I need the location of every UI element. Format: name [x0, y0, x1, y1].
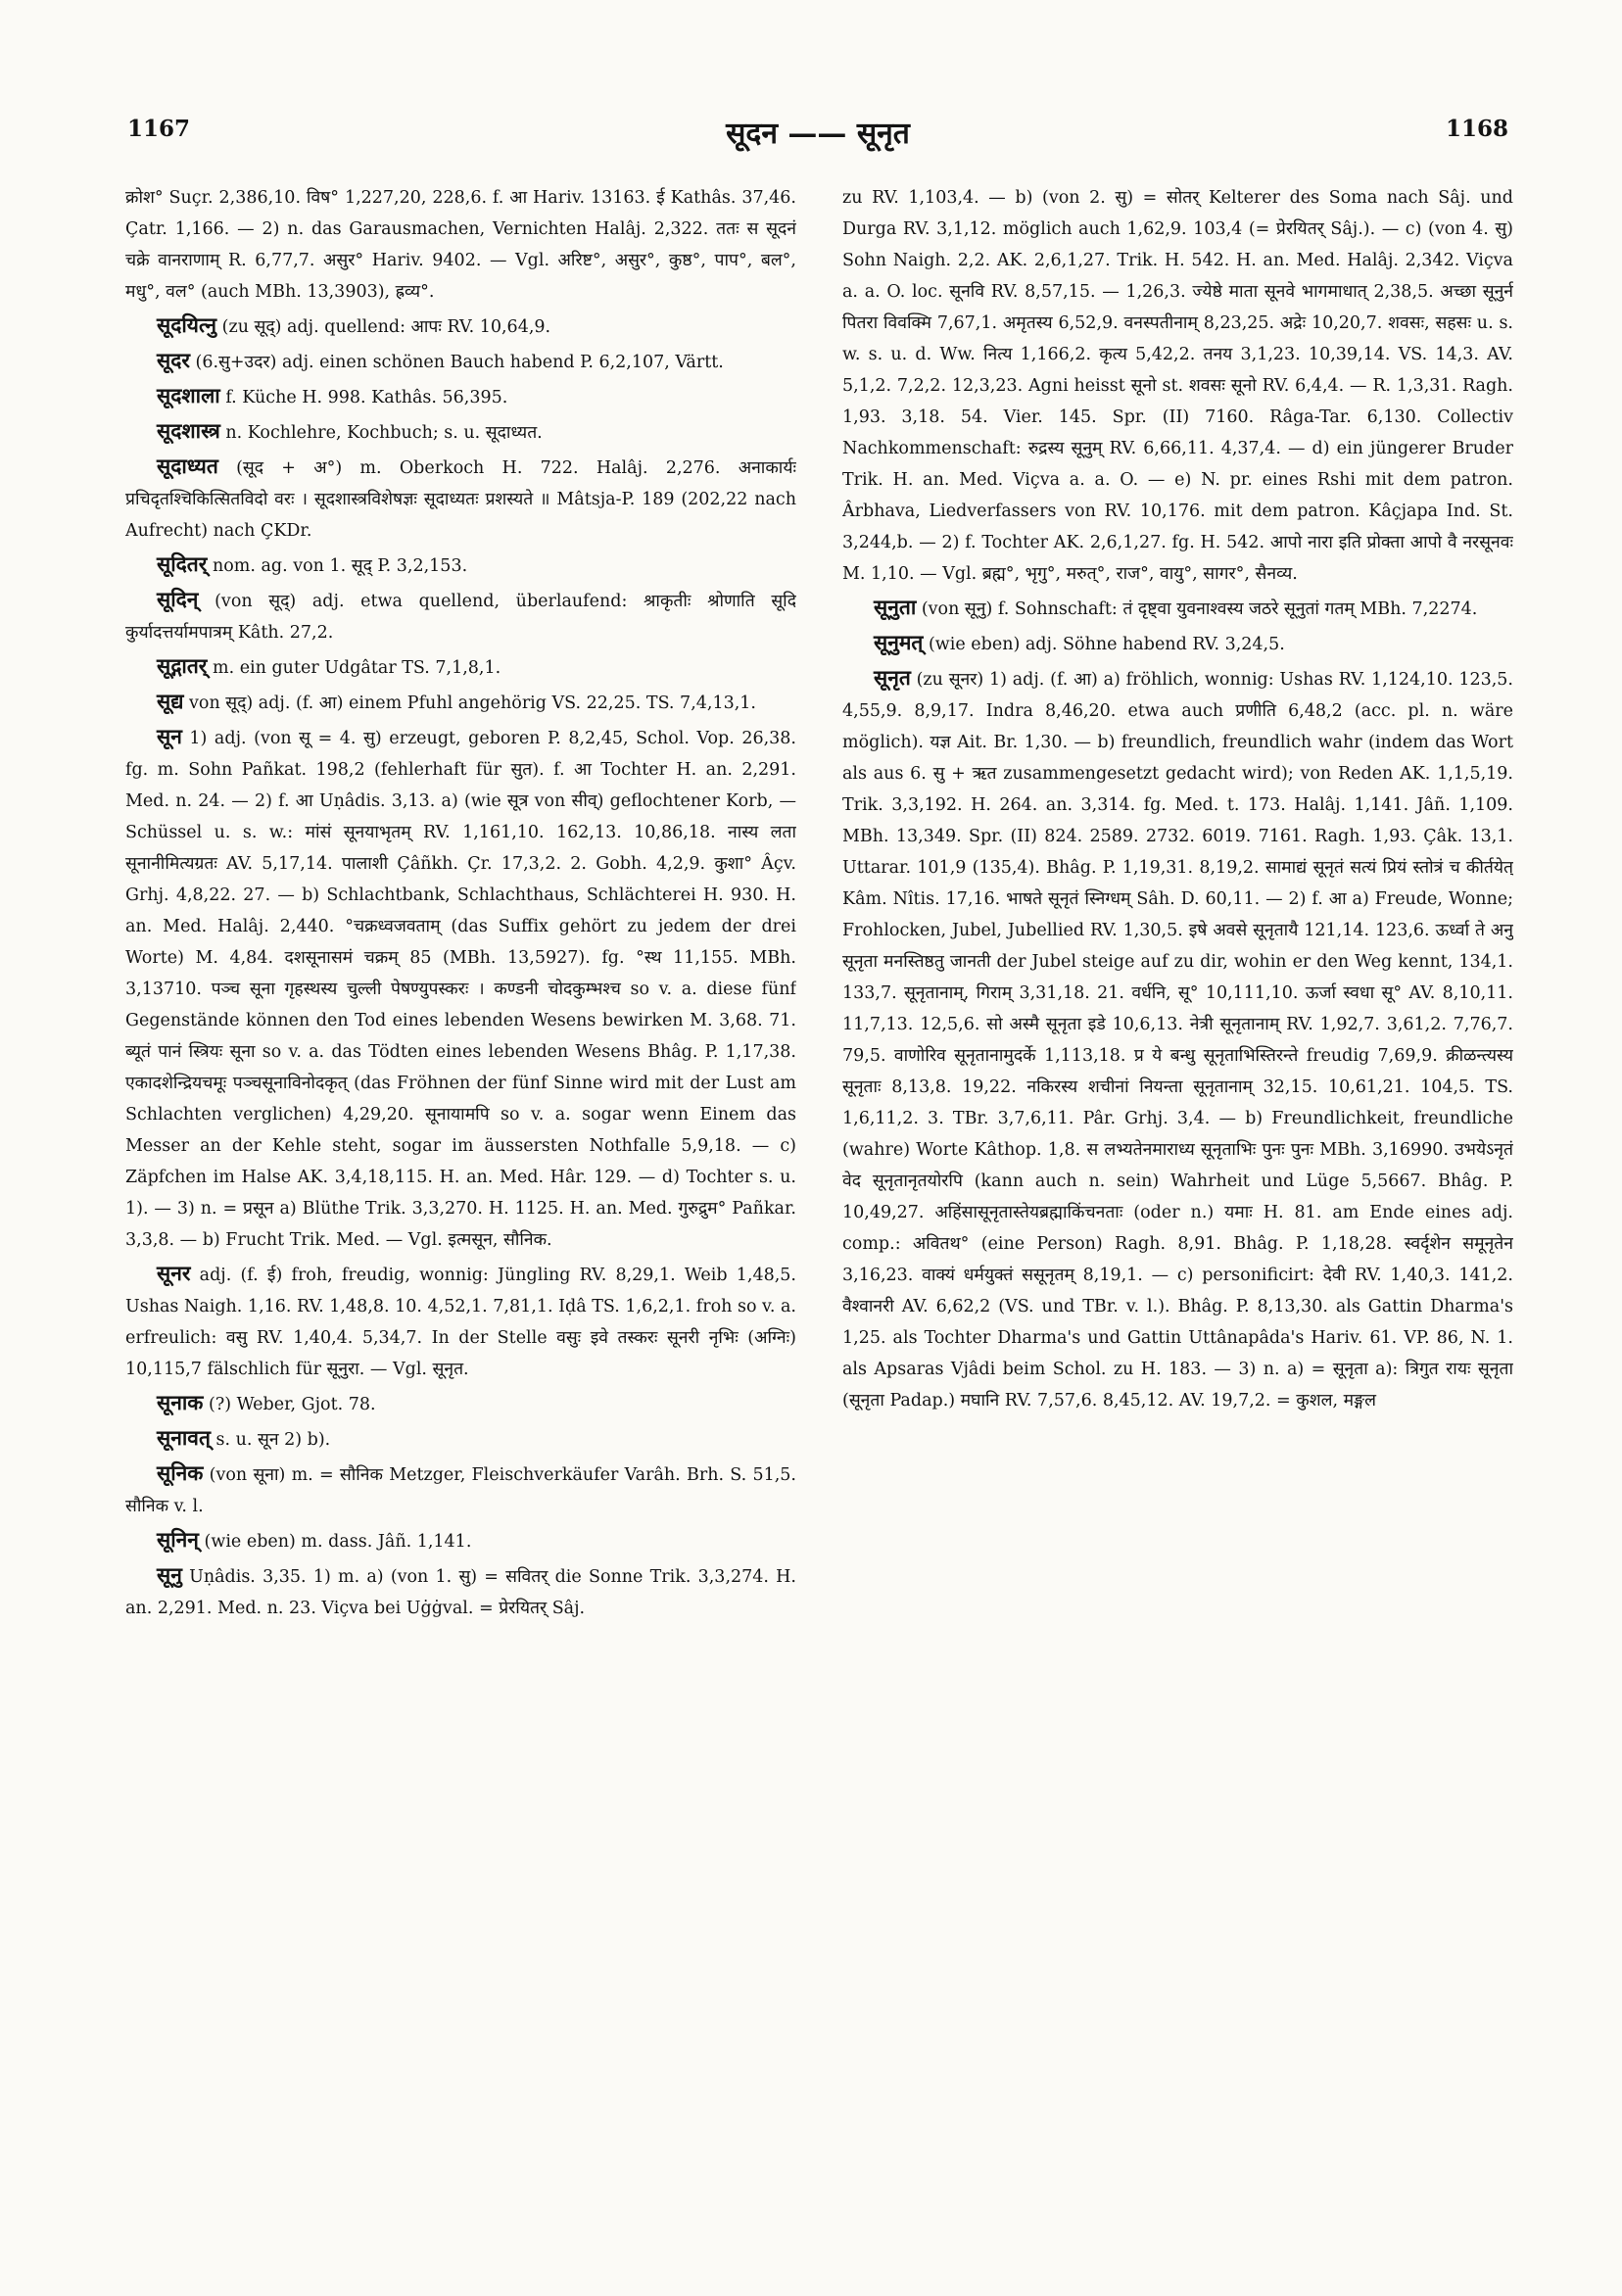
entry-headword: सूदयित्नु — [157, 312, 217, 337]
right-column — [842, 182, 1513, 2239]
entry-text: क्रोश° Suçr. 2,386,10. विष° 1,227,20, 228,6. f. आ Hariv. 13163. ई Kathâs. 37,46. Çatr. 1,166. — 2) n. das Garausmachen, Vernichten Halâj. 2,322. ततः स सूदनं चक्रे वानराणाम् R. 6,77,7. असुर° Hariv. 9402. — Vgl. अरिष्ट°, असुर°, कुष्ठ°, पाप°, बल°, मधु°, वल° (auch MBh. 13,3903), ह्रव्य°. — [125, 188, 796, 302]
entry-headword: सूनावत् — [157, 1425, 211, 1450]
entry-text: zu RV. 1,103,4. — b) (von 2. सु) = सोतर् Kelterer des Soma nach Sâj. und Durga RV. 3,1,12. möglich auch 1,62,9. 103,4 (= प्रेरयितर् Sâj.). — c) (von 4. सु) Sohn Naigh. 2,2. AK. 2,6,1,27. Trik. H. 542. H. an. Med. Halâj. 2,342. Viçva a. a. O. loc. सूनवि RV. 8,57,15. — 1,26,3. ज्येष्ठे माता सूनवे भागमाधात् 2,38,5. अच्छा सूनुर्न पितरा विवक्मि 7,67,1. अमृतस्य 6,52,9. वनस्पतीनाम् 8,23,25. अद्रेः 10,20,7. शवसः, सहसः u. s. w. s. u. d. Ww. नित्य 1,166,2. कृत्य 5,42,2. तनय 3,1,23. 10,39,14. VS. 14,3. AV. 5,1,2. 7,2,2. 12,3,23. Agni heisst सूनो st. शवसः सूनो RV. 6,4,4. — R. 1,3,31. Ragh. 1,93. 3,18. 54. Vier. 145. Spr. (II) 7160. Râga-Tar. 6,130. Collectiv Nachkommenschaft: रुद्रस्य सूनुम् RV. 6,66,11. 4,37,4. — d) ein jüngerer Bruder Trik. H. an. Med. Viçva a. a. O. — e) N. pr. eines Rshi mit dem patron. Ârbhava, Liedverfassers von RV. 10,176. mit dem patron. Kâçjapa Ind. St. 3,244,b. — 2) f. Tochter AK. 2,6,1,27. fg. H. 542. आपो नारा इति प्रोक्ता आपो वै नरसूनवः M. 1,10. — Vgl. ब्रह्म°, भृगु°, मरुत्°, राज°, वायु°, सागर°, सैनव्य. — [842, 188, 1513, 584]
dictionary-entry — [125, 686, 796, 719]
dictionary-entry — [125, 650, 796, 684]
entry-text: (सूद + अ°) m. Oberkoch H. 722. Halâj. 2,276. अनाकार्यः प्रचिदृतश्चिकित्सितविदो वरः । सूदशास्त्रविशेषज्ञः सूदाध्यतः प्रशस्यते ॥ Mâtsja-P. 189 (202,22 nach Aufrecht) nach ÇKDr. — [125, 458, 796, 541]
entry-text: Uṇâdis. 3,35. 1) m. a) (von 1. सु) = सवितर् die Sonne Trik. 3,3,274. H. an. 2,291. Med. n. 23. Viçva bei Uġġval. = प्रेरयितर् Sâj. — [125, 1567, 796, 1618]
dictionary-entry — [125, 584, 796, 648]
dictionary-entry — [842, 592, 1513, 625]
dictionary-entry — [125, 310, 796, 343]
entry-text: (zu सूद्) adj. quellend: आपः RV. 10,64,9. — [221, 317, 551, 337]
running-title: सूदन —— सूनृत — [726, 117, 910, 151]
entry-headword: सूनुता — [874, 595, 917, 619]
dictionary-entry — [842, 627, 1513, 660]
dictionary-entry — [125, 345, 796, 378]
entry-text: (von सूना) m. = सौनिक Metzger, Fleischverkäufer Varâh. Brh. S. 51,5. सौनिक v. l. — [125, 1465, 796, 1516]
dictionary-entry — [842, 182, 1513, 590]
entry-text: (von सूद्) adj. etwa quellend, überlaufend: श्राकृतीः श्रोणाति सूदि कुर्यादत्तर्यामपात्रम् Kâth. 27,2. — [125, 592, 796, 643]
entry-headword: सूनुमत् — [874, 630, 924, 654]
entry-text: (?) Weber, Gjot. 78. — [209, 1395, 376, 1414]
entry-headword: सूद्गातर् — [157, 653, 208, 678]
entry-text: n. Kochlehre, Kochbuch; s. u. सूदाध्यत. — [225, 423, 543, 443]
entry-headword: सून — [157, 724, 182, 748]
entry-headword: सूद्य — [157, 689, 184, 713]
dictionary-entry — [125, 1524, 796, 1557]
dictionary-entry — [125, 1559, 796, 1624]
entry-headword: सूनर — [157, 1261, 191, 1285]
entry-headword: सूनिन् — [157, 1527, 199, 1552]
entry-headword: सूदशास्त्र — [157, 418, 220, 443]
entry-headword: सूनृत — [874, 665, 911, 690]
dictionary-entry — [125, 182, 796, 308]
entry-text: m. ein guter Udgâtar TS. 7,1,8,1. — [212, 658, 501, 678]
page-number-left: 1167 — [127, 116, 191, 142]
page-number-right: 1168 — [1445, 116, 1508, 142]
entry-text: adj. (f. ई) froh, freudig, wonnig: Jüngling RV. 8,29,1. Weib 1,48,5. Ushas Naigh. 1,16. RV. 1,48,8. 10. 4,52,1. 7,81,1. Iḍâ TS. 1,6,2,1. froh so v. a. erfreulich: वसु RV. 1,40,4. 5,34,7. In der Stelle वसुः इवे तस्करः सूनरी नृभिः (अग्निः) 10,115,7 fälschlich für सूनुरा. — Vgl. सूनृत. — [125, 1266, 796, 1379]
dictionary-entry — [125, 549, 796, 582]
page-header — [127, 116, 1508, 155]
entry-text: (6.सु+उदर) adj. einen schönen Bauch habend P. 6,2,107, Värtt. — [195, 353, 724, 372]
entry-headword: सूदिन् — [157, 587, 199, 611]
entry-headword: सूदशाला — [157, 383, 220, 407]
entry-text: (zu सूनर) 1) adj. (f. आ) a) fröhlich, wonnig: Ushas RV. 1,124,10. 123,5. 4,55,9. 8,9,17. Indra 8,46,20. etwa auch प्रणीति 6,48,2 (acc. pl. n. wäre möglich). यज्ञ Ait. Br. 1,30. — b) freundlich, freundlich wahr (indem das Wort als aus 6. सु + ऋत zusammengesetzt gedacht wird); von Reden AK. 1,1,5,19. Trik. 3,3,192. H. 264. an. 3,314. fg. Med. t. 173. Halâj. 1,141. Jâñ. 1,109. MBh. 13,349. Spr. (II) 824. 2589. 2732. 6019. 7161. Ragh. 1,93. Çâk. 13,1. Uttarar. 101,9 (135,4). Bhâg. P. 1,19,31. 8,19,2. सामाद्यं सूनृतं सत्यं प्रियं स्तोत्रं च कीर्तयेत् Kâm. Nîtis. 17,16. भाषते सूनृतं स्निग्धम् Sâh. D. 60,11. — 2) f. आ a) Freude, Wonne; Frohlocken, Jubel, Jubellied RV. 1,30,5. इषे अवसे सूनृतायै 121,14. 123,6. ऊर्ध्वा ते अनु सूनृता मनस्तिष्ठतु जानती der Jubel steige auf zu dir, wohin er den Weg kennt, 134,1. 133,7. सूनृतानाम्, गिराम् 3,31,18. 21. वर्धनि, सू° 10,111,10. ऊर्जा स्वधा सू° AV. 8,10,11. 11,7,13. 12,5,6. सो अस्मै सूनृता इडे 10,6,13. नेत्री सूनृतानाम् RV. 1,92,7. 3,61,2. 7,76,7. 79,5. वाणोरिव सूनृतानामुदर्के 1,113,18. प्र ये बन्धु सूनृताभिस्तिरन्ते freudig 7,69,9. क्रीळन्त्यस्य सूनृताः 8,13,8. 19,22. नकिरस्य शचीनां नियन्ता सूनृतानाम् 32,15. 10,61,21. 104,5. TS. 1,6,11,2. 3. TBr. 3,7,6,11. Pâr. Grhj. 3,4. — b) Freundlichkeit, freundliche (wahre) Worte Kâthop. 1,8. स लभ्यतेनमाराध्य सूनृताभिः पुनः पुनः MBh. 3,16990. उभयेऽनृतं वेद सूनृतानृतयोरपि (kann auch n. sein) Wahrheit und Lüge 5,5667. Bhâg. P. 10,49,27. अहिंसासूनृतास्तेयब्रह्माकिंचनताः (oder n.) यमाः H. 81. am Ende eines adj. comp.: अवितथ° (eine Person) Ragh. 8,91. Bhâg. P. 1,18,28. स्वर्दृशेन समूनृतेन 3,16,23. वाक्यं धर्मयुक्तं ससूनृतम् 8,19,1. — c) personificirt: देवी RV. 1,40,3. 141,2. वैश्वानरी AV. 6,62,2 (VS. und TBr. v. l.). Bhâg. P. 8,13,30. als Gattin Dharma's 1,25. als Tochter Dharma's und Gattin Uttânapâda's Hariv. 61. VP. 86, N. 1. als Apsaras Vjâdi beim Schol. zu H. 183. — 3) n. a) = सूनृता a): त्रिगुत रायः सूनृता (सूनृता Padap.) मघानि RV. 7,57,6. 8,45,12. AV. 19,7,2. = कुशल, मङ्गल — [842, 670, 1513, 1411]
dictionary-entry — [125, 721, 796, 1256]
entry-headword: सूदाध्यत — [157, 454, 218, 478]
left-column — [125, 182, 796, 2239]
dictionary-entry — [125, 1422, 796, 1456]
dictionary-entry — [842, 662, 1513, 1416]
dictionary-entry — [125, 1387, 796, 1420]
entry-headword: सूनाक — [157, 1390, 204, 1414]
entry-text: von सूद्) adj. (f. आ) einem Pfuhl angehörig VS. 22,25. TS. 7,4,13,1. — [189, 694, 756, 713]
entry-text: 1) adj. (von सू = 4. सु) erzeugt, geboren P. 8,2,45, Schol. Vop. 26,38. fg. m. Sohn Pañkat. 198,2 (fehlerhaft für सुत). f. आ Tochter H. an. 2,291. Med. n. 24. — 2) f. आ Uṇâdis. 3,13. a) (wie सूत्र von सीव्) geflochtener Korb, — Schüssel u. s. w.: मांसं सूनयाभृतम् RV. 1,161,10. 162,13. 10,86,18. नास्य लता सूनानीमित्यग्रतः AV. 5,17,14. पालाशी Çâñkh. Çr. 17,3,2. 2. Gobh. 4,2,9. कुशा° Âçv. Grhj. 4,8,22. 27. — b) Schlachtbank, Schlachthaus, Schlächterei H. 930. H. an. Med. Halâj. 2,440. °चक्रध्वजवताम् (das Suffix gehört zu jedem der drei Worte) M. 4,84. दशसूनासमं चक्रम् 85 (MBh. 13,5927). fg. °स्थ 11,155. MBh. 3,13710. पञ्च सूना गृहस्थस्य चुल्ली पेषण्युपस्करः । कण्डनी चोदकुम्भश्च so v. a. diese fünf Gegenstände können den Tod eines lebenden Wesens bewirken M. 3,68. 71. ब्यूतं पानं स्त्रियः सूना so v. a. das Tödten eines lebenden Wesens Bhâg. P. 1,17,38. एकादशेन्द्रियचमूः पञ्चसूनाविनोदकृत् (das Fröhnen der fünf Sinne wird mit der Lust am Schlachten verglichen) 4,29,20. सूनायामपि so v. a. sogar wenn Einem das Messer an der Kehle steht, sogar im äussersten Nothfalle 5,9,18. — c) Zäpfchen im Halse AK. 3,4,18,115. H. an. Med. Hâr. 129. — d) Tochter s. u. 1). — 3) n. = प्रसून a) Blüthe Trik. 3,3,270. H. 1125. H. an. Med. गुरुद्रुम° Pañkar. 3,3,8. — b) Frucht Trik. Med. — Vgl. इत्मसून, सौनिक. — [125, 729, 796, 1250]
dictionary-entry — [125, 415, 796, 449]
entry-text: (wie eben) adj. Söhne habend RV. 3,24,5. — [928, 635, 1285, 654]
entry-headword: सूदर — [157, 348, 190, 372]
entry-text: (wie eben) m. dass. Jâñ. 1,141. — [204, 1532, 472, 1552]
entry-headword: सूनु — [157, 1562, 182, 1587]
entry-text: nom. ag. von 1. सूद् P. 3,2,153. — [212, 556, 468, 576]
entry-headword: सूनिक — [157, 1460, 204, 1485]
dictionary-entry — [125, 1258, 796, 1385]
dictionary-entry — [125, 380, 796, 413]
dictionary-entry — [125, 451, 796, 547]
entry-text: s. u. सून 2) b). — [215, 1430, 331, 1450]
entry-text: f. Küche H. 998. Kathâs. 56,395. — [225, 388, 508, 407]
entry-text: (von सूनु) f. Sohnschaft: तं दृष्ट्वा युवनाश्वस्य जठरे सूनुतां गतम् MBh. 7,2274. — [921, 599, 1478, 619]
entry-headword: सूदितर् — [157, 551, 208, 576]
dictionary-entry — [125, 1458, 796, 1522]
